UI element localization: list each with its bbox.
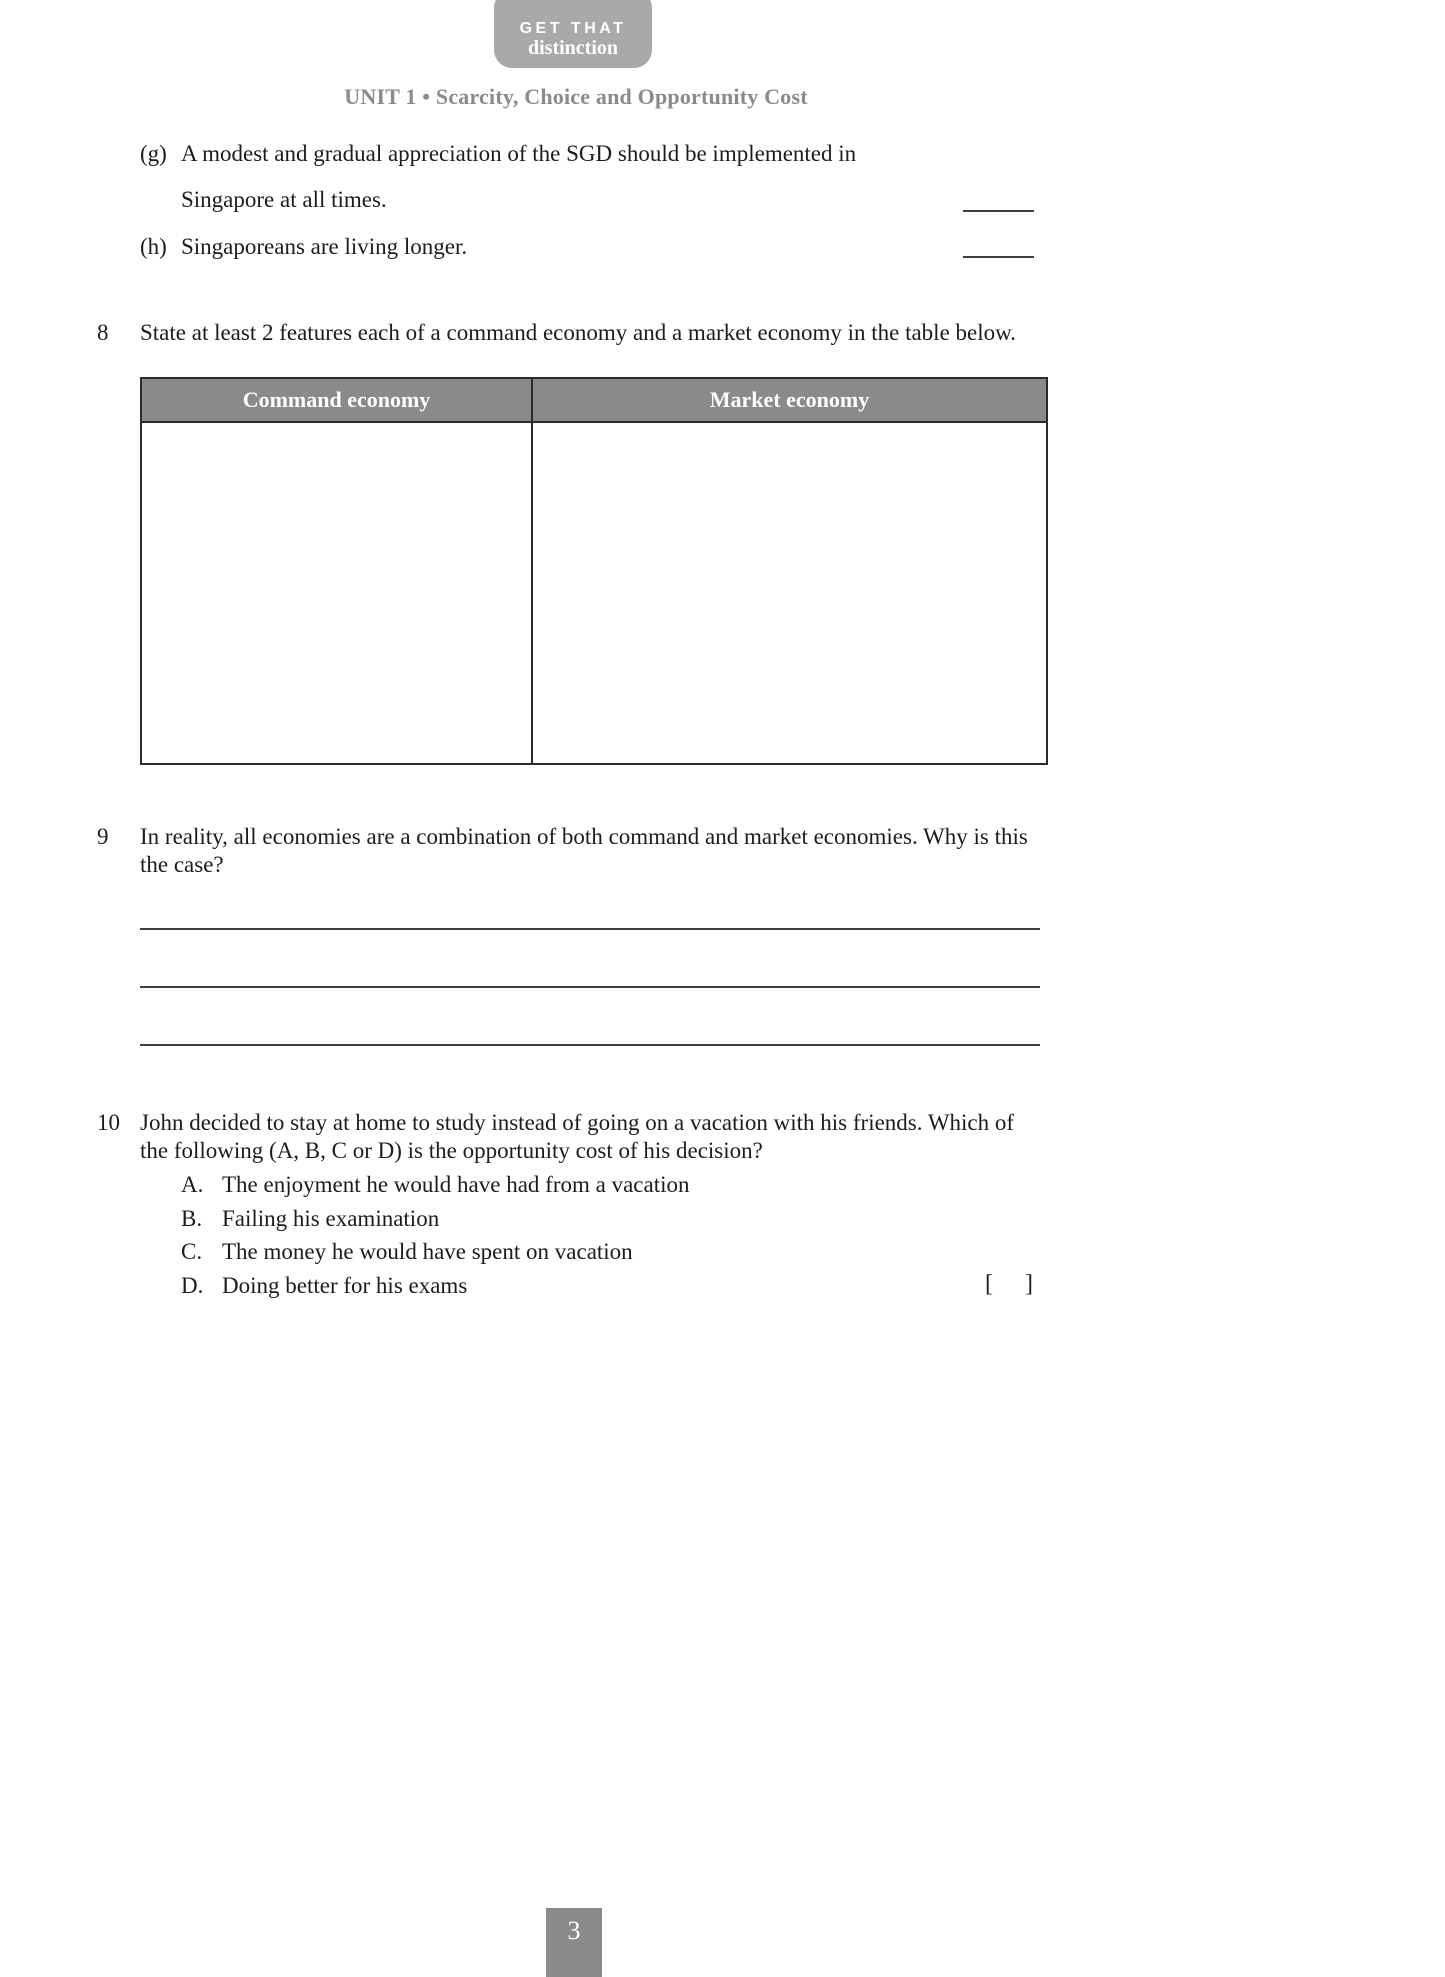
question-10-prompt-line2: the following (A, B, C or D) is the opportunity cost of his decision?	[140, 1138, 763, 1163]
table-cell-command-economy	[142, 423, 533, 765]
option-b-label: B.	[181, 1206, 203, 1231]
part-h-label: (h)	[140, 234, 167, 259]
question-10-option-b	[181, 1206, 439, 1232]
question-10-answer-brackets	[985, 1271, 1033, 1298]
question-8-number: 8	[97, 320, 109, 345]
question-10-option-a	[181, 1172, 690, 1198]
question-9-answer-line-2	[140, 986, 1040, 988]
part-h-text-line1: Singaporeans are living longer.	[181, 234, 468, 259]
question-9-number: 9	[97, 824, 109, 849]
badge-line-2: distinction	[527, 37, 619, 59]
option-a-text: The enjoyment he would have had from a vacation	[222, 1172, 690, 1197]
unit-title: UNIT 1 • Scarcity, Choice and Opportunity Cost	[344, 84, 808, 109]
table-body-row	[142, 423, 1046, 765]
page-number-tab	[546, 1908, 602, 1977]
bracket-open: [	[985, 1271, 993, 1297]
economy-features-table	[140, 377, 1048, 765]
question-9-prompt-line2: the case?	[140, 852, 224, 877]
option-a-label: A.	[181, 1172, 204, 1197]
option-d-text: Doing better for his exams	[222, 1273, 468, 1298]
bracket-close: ]	[1025, 1271, 1033, 1297]
question-10-option-c	[181, 1239, 633, 1265]
page-number: 3	[567, 1916, 581, 1945]
table-header-row	[142, 379, 1046, 423]
get-that-distinction-badge	[494, 0, 652, 68]
option-b-text: Failing his examination	[222, 1206, 440, 1231]
option-c-label: C.	[181, 1239, 203, 1264]
table-header-market-economy: Market economy	[709, 387, 870, 412]
question-10-prompt-line1: John decided to stay at home to study instead of going on a vacation with his friends. Which of	[140, 1110, 1015, 1135]
question-9-prompt-line1: In reality, all economies are a combination of both command and market economies. Why is this	[140, 824, 1028, 849]
question-10-option-d	[181, 1273, 467, 1299]
part-g-label: (g)	[140, 141, 167, 166]
question-9-answer-line-3	[140, 1044, 1040, 1046]
part-g-text-line1: A modest and gradual appreciation of the SGD should be implemented in	[181, 141, 857, 166]
part-h-answer-blank	[963, 256, 1034, 258]
question-10-number: 10	[97, 1110, 120, 1135]
part-g-text-line2: Singapore at all times.	[181, 187, 387, 212]
table-header-command-economy: Command economy	[142, 379, 533, 421]
question-9-answer-line-1	[140, 928, 1040, 930]
table-cell-market-economy	[533, 423, 1046, 765]
option-d-label: D.	[181, 1273, 204, 1298]
part-g-answer-blank	[963, 210, 1034, 212]
option-c-text: The money he would have spent on vacation	[222, 1239, 633, 1264]
badge-line-1: GET THAT	[519, 20, 627, 37]
question-8-prompt: State at least 2 features each of a command economy and a market economy in the table below.	[140, 320, 1016, 345]
